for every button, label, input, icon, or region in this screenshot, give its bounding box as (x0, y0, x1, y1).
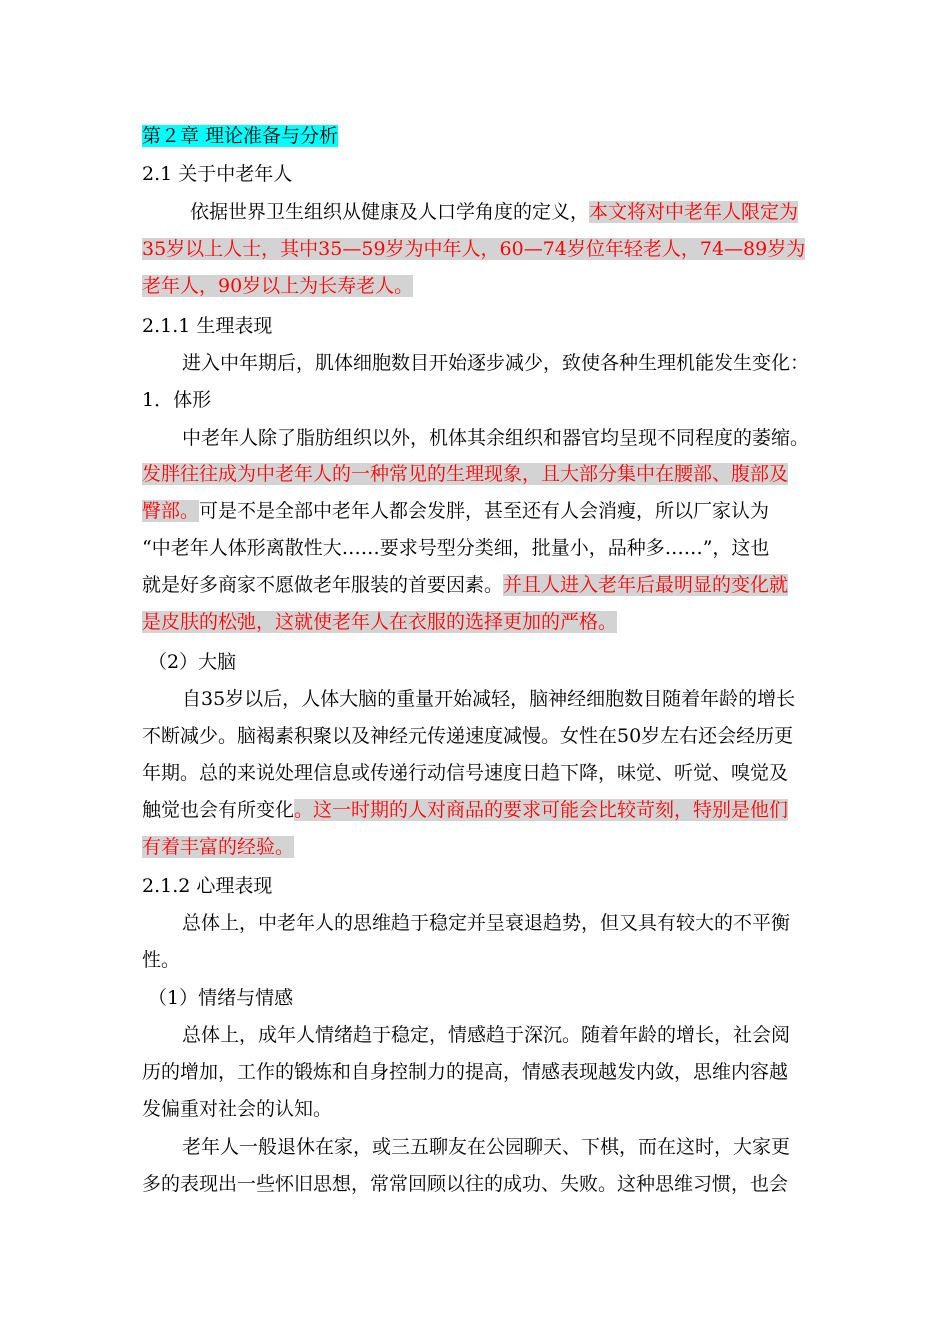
text-run: 可是不是全部中老年人都会发胖，甚至还有人会消瘦，所以厂家认为 (199, 500, 770, 522)
paragraph-line: 不断减少。脑褐素积聚以及神经元传递速度减慢。女性在50岁左右还会经历更 (142, 725, 794, 747)
paragraph-line: 年期。总的来说处理信息或传递行动信号速度日趋下降，味觉、听觉、嗅觉及 (142, 762, 789, 784)
paragraph-line (142, 493, 769, 530)
text-run: 就是好多商家不愿做老年服装的首要因素。 (142, 574, 504, 596)
paragraph-line: 总体上，中老年人的思维趋于稳定并呈衰退趋势，但又具有较大的不平衡 (182, 912, 791, 934)
highlighted-text: 35岁以上人士，其中35—59岁为中年人，60—74岁位年轻老人，74—89岁为 (142, 238, 806, 260)
paragraph-line (142, 604, 617, 641)
paragraph-line: 多的表现出一些怀旧思想，常常回顾以往的成功、失败。这种思维习惯，也会 (142, 1173, 789, 1195)
section-heading-2-1: 2.1 关于中老年人 (142, 163, 293, 185)
list-item-heading: 1．体形 (142, 389, 212, 411)
chapter-heading-highlight: 第２章 理论准备与分析 (142, 125, 339, 147)
paragraph-line: 自35岁以后，人体大脑的重量开始减轻，脑神经细胞数目随着年龄的增长 (182, 688, 796, 710)
paragraph-line: “中老年人体形离散性大……要求号型分类细，批量小，品种多……”，这也 (142, 537, 770, 559)
paragraph-line (142, 792, 788, 829)
paragraph-line: 老年人一般退休在家，或三五聊友在公园聊天、下棋，而在这时，大家更 (182, 1136, 791, 1158)
highlighted-text: 发胖往往成为中老年人的一种常见的生理现象，且大部分集中在腰部、腹部及 (142, 463, 789, 485)
paragraph-line (142, 268, 413, 305)
highlighted-text: 是皮肤的松弛，这就使老年人在衣服的选择更加的严格。 (142, 611, 618, 633)
paragraph-line (142, 829, 294, 866)
paragraph-line (190, 194, 798, 231)
paragraph-line: 进入中年期后，肌体细胞数目开始逐步减少，致使各种生理机能发生变化： (182, 352, 810, 374)
list-item-heading: （2）大脑 (148, 651, 237, 673)
section-heading-2-1-2: 2.1.2 心理表现 (142, 875, 273, 897)
paragraph-line (142, 231, 805, 268)
highlighted-text: 本文将对中老年人限定为 (589, 201, 799, 223)
paragraph-line: 中老年人除了脂肪组织以外，机体其余组织和器官均呈现不同程度的萎缩。 (182, 427, 810, 449)
paragraph-line (142, 567, 788, 604)
paragraph-line (142, 456, 788, 493)
paragraph-line: 总体上，成年人情绪趋于稳定，情感趋于深沉。随着年龄的增长，社会阅 (182, 1024, 791, 1046)
paragraph-line: 发偏重对社会的认知。 (142, 1098, 333, 1120)
paragraph-line: 历的增加，工作的锻炼和自身控制力的提高，情感表现越发内敛，思维内容越 (142, 1061, 789, 1083)
section-heading-2-1-1: 2.1.1 生理表现 (142, 315, 273, 337)
highlighted-text: 。这一时期的人对商品的要求可能会比较苛刻，特别是他们 (294, 799, 789, 821)
highlighted-text: 并且人进入老年后最明显的变化就 (503, 574, 789, 596)
text-run: 依据世界卫生组织从健康及人口学角度的定义， (190, 201, 590, 223)
highlighted-text: 老年人，90岁以上为长寿老人。 (142, 275, 414, 297)
paragraph-line: 性。 (142, 949, 181, 971)
text-run: 触觉也会有所变化 (142, 799, 295, 821)
highlighted-text: 有着丰富的经验。 (142, 836, 295, 858)
list-item-heading: （1）情绪与情感 (148, 987, 294, 1009)
chapter-heading (142, 118, 338, 155)
highlighted-text: 臀部。 (142, 500, 200, 522)
